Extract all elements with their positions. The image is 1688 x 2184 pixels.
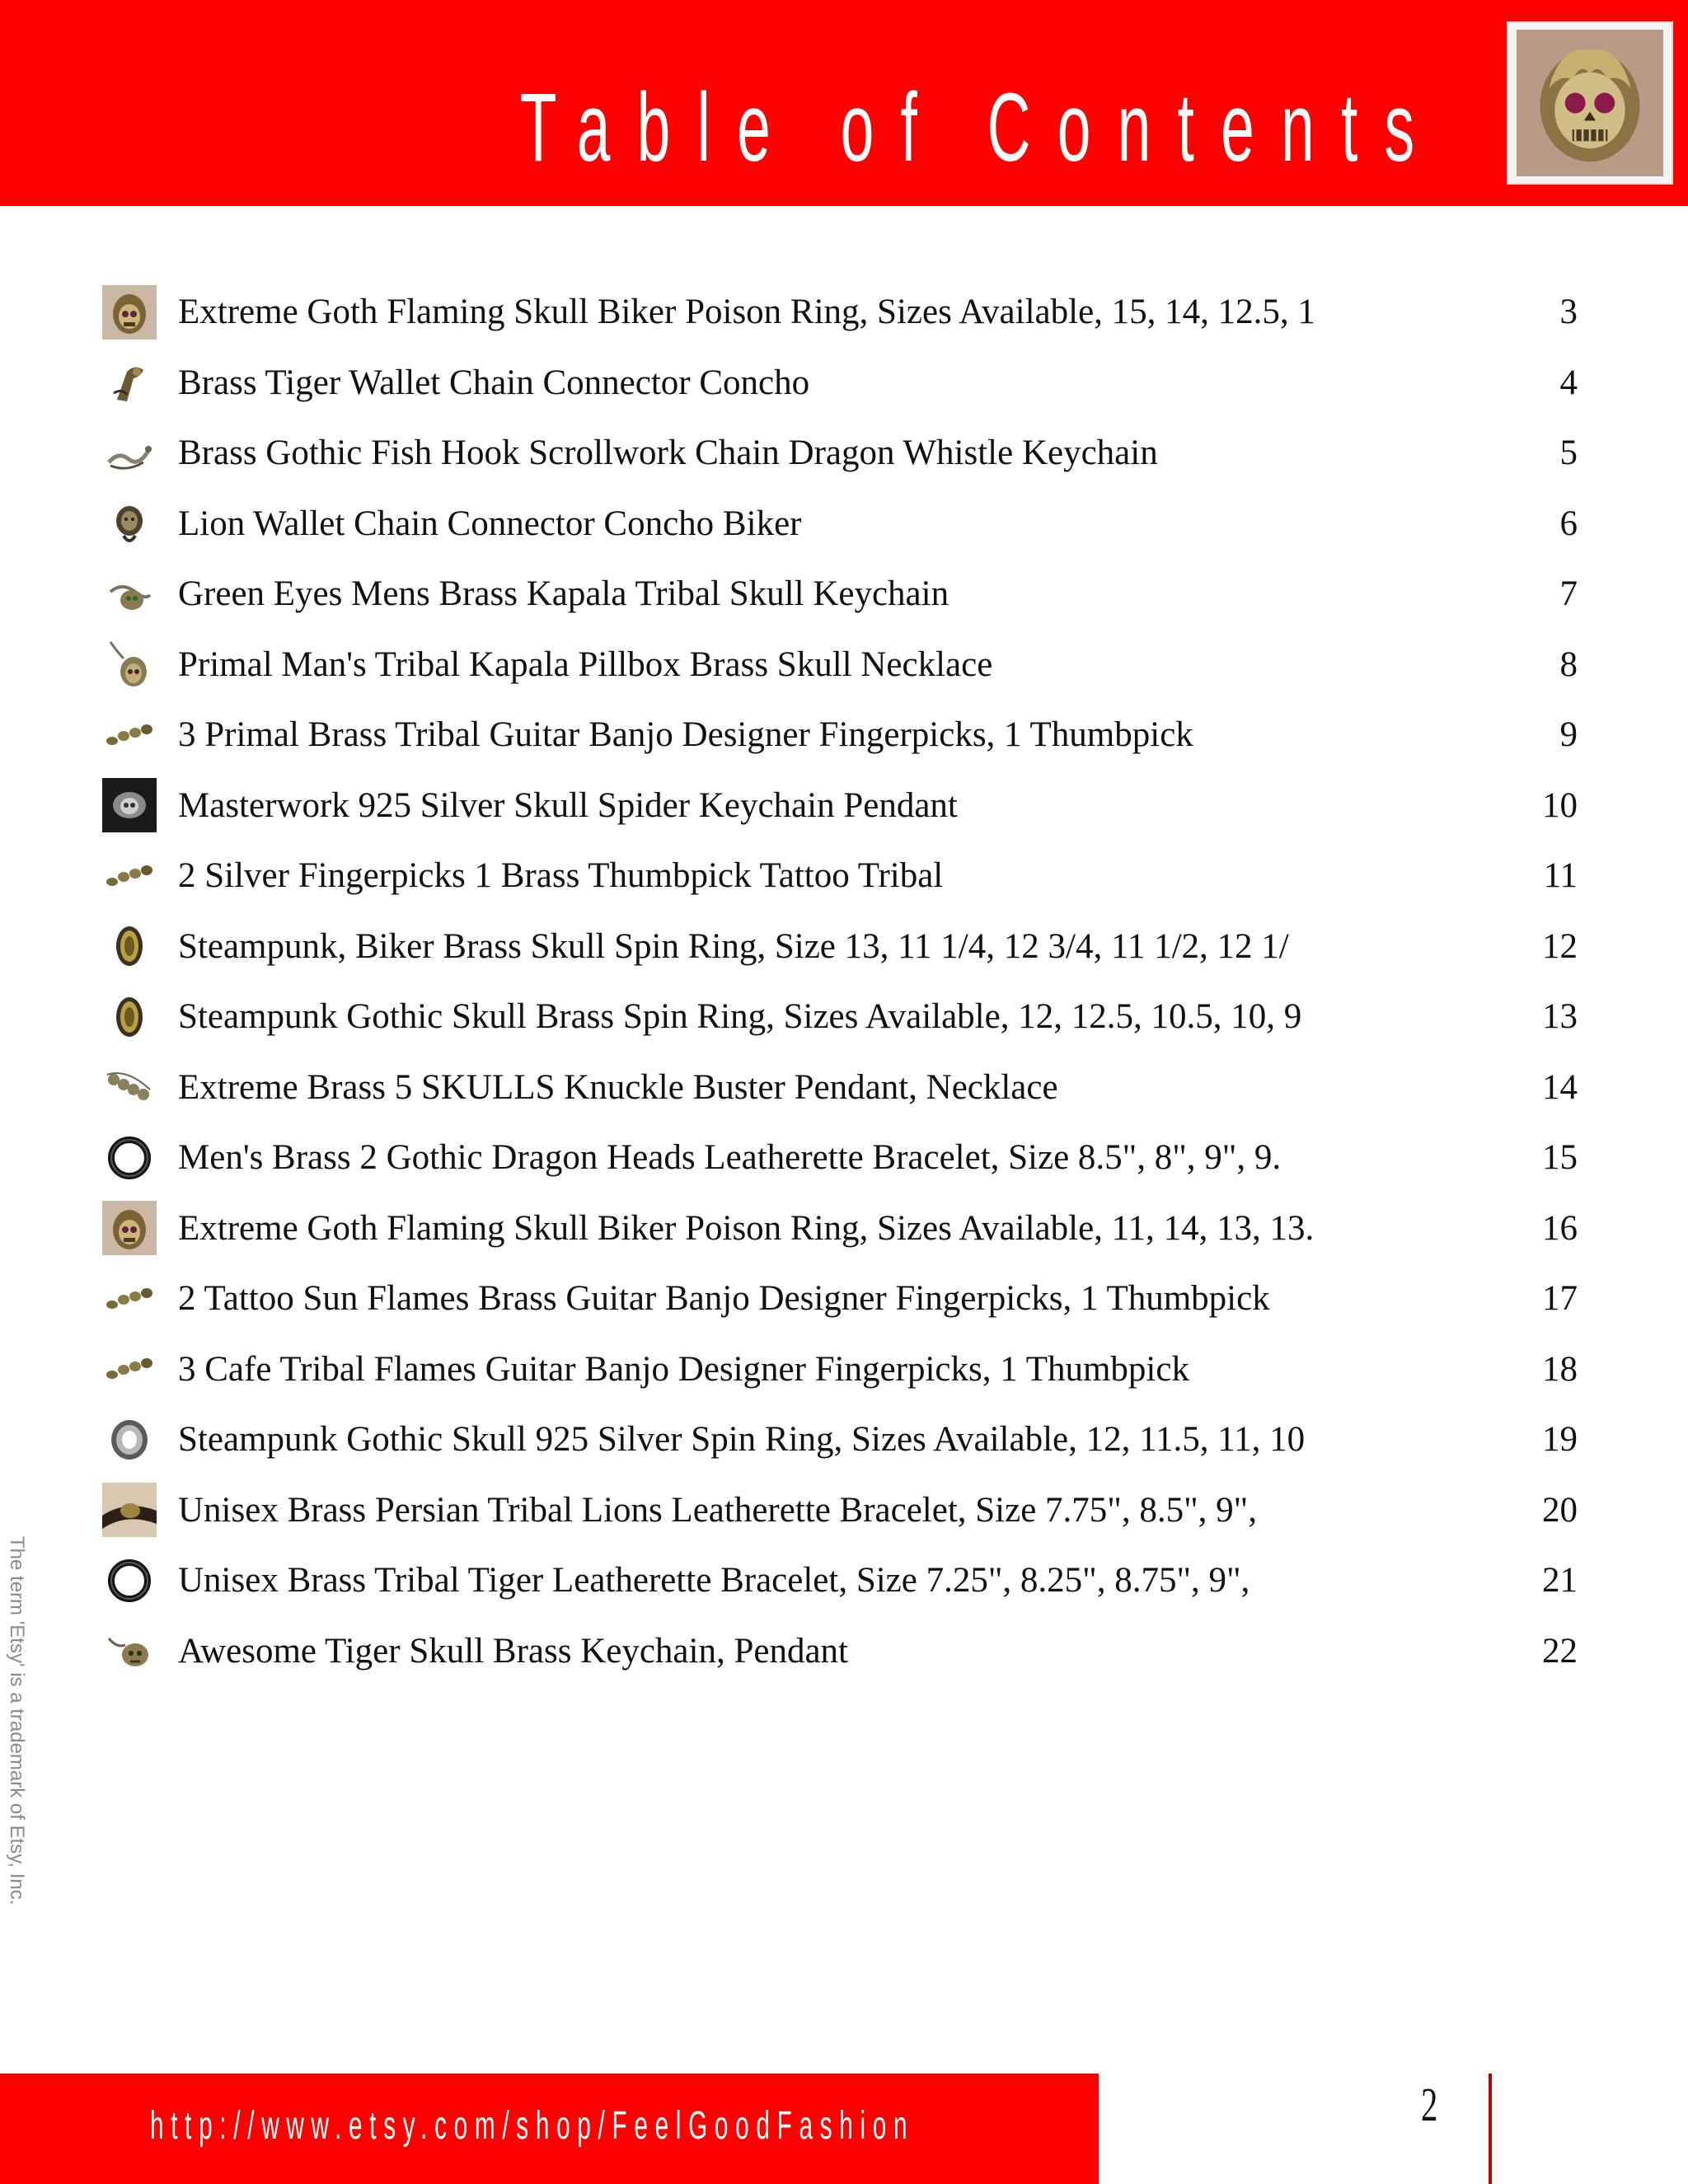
toc-entry-page: 15 <box>1542 1138 1578 1178</box>
skulls-pendant-icon <box>102 1060 157 1114</box>
toc-entry[interactable] <box>102 418 1578 489</box>
lion-bracelet-icon <box>102 1483 157 1537</box>
toc-entry[interactable] <box>102 700 1578 771</box>
trademark-note: The term 'Etsy' is a trademark of Etsy, Inc. <box>6 1536 28 1905</box>
skull-necklace-icon <box>102 637 157 691</box>
fingerpicks-icon <box>102 1342 157 1396</box>
toc-entry-page: 3 <box>1559 293 1578 332</box>
shop-url-link[interactable]: http://www.etsy.com/shop/FeelGoodFashion <box>150 2104 915 2148</box>
toc-entry-page: 12 <box>1542 926 1578 966</box>
toc-entry[interactable] <box>102 1616 1578 1687</box>
toc-entry-title[interactable]: Unisex Brass Persian Tribal Lions Leatherette Bracelet, Size 7.75", 8.5", 9", <box>178 1490 1257 1530</box>
toc-entry-title[interactable]: 3 Cafe Tribal Flames Guitar Banjo Designer Fingerpicks, 1 Thumbpick <box>178 1349 1189 1389</box>
toc-entry[interactable] <box>102 630 1578 701</box>
bracelet-icon <box>102 1554 157 1608</box>
toc-entry-page: 17 <box>1542 1279 1578 1319</box>
toc-entry-title[interactable]: Steampunk Gothic Skull 925 Silver Spin Ring, Sizes Available, 12, 11.5, 11, 10 <box>178 1420 1306 1460</box>
toc-entry-title[interactable]: 2 Silver Fingerpicks 1 Brass Thumbpick Tattoo Tribal <box>178 856 944 896</box>
toc-entry[interactable] <box>102 277 1578 348</box>
toc-entry-title[interactable]: Awesome Tiger Skull Brass Keychain, Pendant <box>178 1631 848 1671</box>
fingerpicks-icon <box>102 1272 157 1326</box>
toc-entry-title[interactable]: 2 Tattoo Sun Flames Brass Guitar Banjo Designer Fingerpicks, 1 Thumbpick <box>178 1279 1270 1319</box>
toc-entry-title[interactable]: Steampunk, Biker Brass Skull Spin Ring, Size 13, 11 1/4, 12 3/4, 11 1/2, 12 1/ <box>178 926 1289 966</box>
skull-ring-icon <box>102 285 157 340</box>
toc-entry[interactable] <box>102 1263 1578 1334</box>
page-number: 2 <box>1421 2078 1438 2131</box>
toc-entry-title[interactable]: Brass Gothic Fish Hook Scrollwork Chain Dragon Whistle Keychain <box>178 434 1158 473</box>
toc-entry[interactable] <box>102 771 1578 841</box>
toc-entry-title[interactable]: Men's Brass 2 Gothic Dragon Heads Leatherette Bracelet, Size 8.5", 8", 9", 9. <box>178 1138 1282 1178</box>
toc-entry-page: 21 <box>1542 1561 1578 1601</box>
toc-entry-page: 7 <box>1559 574 1578 614</box>
toc-entry-title[interactable]: Steampunk Gothic Skull Brass Spin Ring, Sizes Available, 12, 12.5, 10.5, 10, 9 <box>178 997 1302 1037</box>
toc-entry[interactable] <box>102 1334 1578 1405</box>
toc-entry[interactable] <box>102 912 1578 982</box>
toc-entry-title[interactable]: Extreme Goth Flaming Skull Biker Poison Ring, Sizes Available, 11, 14, 13, 13. <box>178 1208 1315 1248</box>
toc-entry-title[interactable]: Green Eyes Mens Brass Kapala Tribal Skull Keychain <box>178 574 950 614</box>
page-title: Table of Contents <box>519 73 1441 182</box>
toc-entry[interactable] <box>102 1475 1578 1546</box>
toc-entry[interactable] <box>102 982 1578 1052</box>
toc-entry-page: 19 <box>1542 1420 1578 1460</box>
toc-entry-page: 8 <box>1559 644 1578 684</box>
silver-spin-ring-icon <box>102 1413 157 1467</box>
toc-entry-page: 11 <box>1543 856 1578 896</box>
toc-entry[interactable] <box>102 1122 1578 1193</box>
toc-entry-page: 6 <box>1559 504 1578 543</box>
toc-entry[interactable] <box>102 1545 1578 1616</box>
fingerpicks-icon <box>102 708 157 762</box>
toc-entry-page: 13 <box>1542 997 1578 1037</box>
toc-entry[interactable] <box>102 1052 1578 1123</box>
toc-entry-title[interactable]: 3 Primal Brass Tribal Guitar Banjo Designer Fingerpicks, 1 Thumbpick <box>178 715 1193 755</box>
toc-entry-title[interactable]: Masterwork 925 Silver Skull Spider Keychain Pendant <box>178 785 958 825</box>
toc-entry[interactable] <box>102 348 1578 419</box>
lion-concho-icon <box>102 496 157 551</box>
silver-skull-pendant-icon <box>102 778 157 832</box>
toc-entry-page: 4 <box>1559 363 1578 402</box>
toc-entry-title[interactable]: Unisex Brass Tribal Tiger Leatherette Bracelet, Size 7.25", 8.25", 8.75", 9", <box>178 1561 1250 1601</box>
toc-list <box>102 277 1578 1686</box>
toc-entry-page: 22 <box>1542 1631 1578 1671</box>
spin-ring-icon <box>102 990 157 1044</box>
page-number-divider <box>1489 2074 1492 2184</box>
tiger-concho-icon <box>102 355 157 410</box>
toc-entry-page: 5 <box>1559 434 1578 473</box>
toc-entry-title[interactable]: Extreme Goth Flaming Skull Biker Poison Ring, Sizes Available, 15, 14, 12.5, 1 <box>178 293 1315 332</box>
dragon-whistle-icon <box>102 426 157 480</box>
toc-entry-page: 16 <box>1542 1208 1578 1248</box>
skull-ring-photo <box>1507 21 1673 185</box>
skull-ring-icon <box>1515 30 1665 176</box>
skull-ring-icon <box>102 1201 157 1255</box>
toc-entry-page: 14 <box>1542 1067 1578 1107</box>
toc-entry[interactable] <box>102 1193 1578 1264</box>
skull-keychain-icon <box>102 567 157 621</box>
spin-ring-icon <box>102 919 157 973</box>
toc-entry-title[interactable]: Lion Wallet Chain Connector Concho Biker <box>178 504 802 543</box>
tiger-skull-keychain-icon <box>102 1624 157 1678</box>
toc-entry[interactable] <box>102 489 1578 560</box>
toc-entry-page: 10 <box>1542 785 1578 825</box>
toc-entry-page: 9 <box>1559 715 1578 755</box>
toc-entry[interactable] <box>102 1404 1578 1475</box>
toc-entry[interactable] <box>102 559 1578 630</box>
fingerpicks-icon <box>102 849 157 903</box>
toc-entry[interactable] <box>102 841 1578 912</box>
toc-entry-title[interactable]: Brass Tiger Wallet Chain Connector Concho <box>178 363 810 402</box>
bracelet-icon <box>102 1131 157 1185</box>
header-band <box>0 0 1688 206</box>
toc-entry-title[interactable]: Primal Man's Tribal Kapala Pillbox Brass Skull Necklace <box>178 644 993 684</box>
toc-entry-title[interactable]: Extreme Brass 5 SKULLS Knuckle Buster Pendant, Necklace <box>178 1067 1058 1107</box>
toc-entry-page: 20 <box>1542 1490 1578 1530</box>
toc-entry-page: 18 <box>1542 1349 1578 1389</box>
